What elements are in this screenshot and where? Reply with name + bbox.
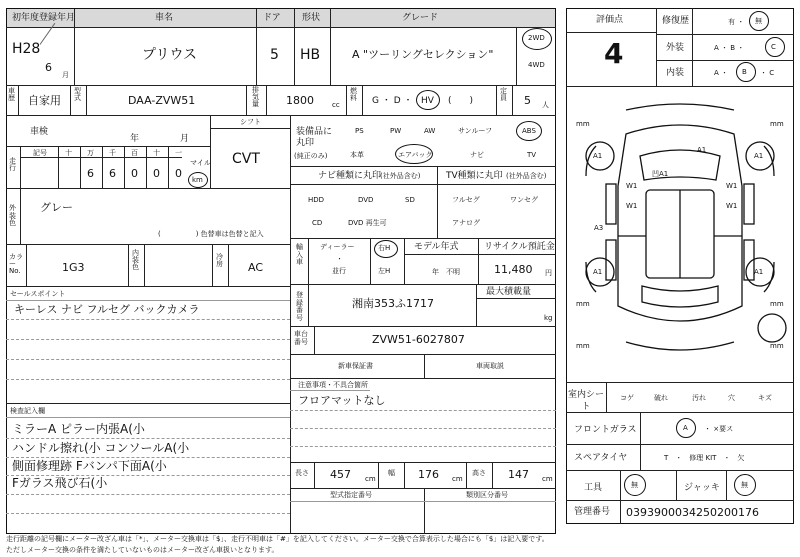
yen-label: 円 bbox=[545, 269, 552, 277]
inspector-line-3: Fガラス飛び石(小 bbox=[12, 476, 108, 490]
usage-value: 自家用 bbox=[28, 94, 61, 107]
interior-color-header: 内装色 bbox=[132, 249, 139, 271]
score-label: 評価点 bbox=[596, 15, 624, 25]
tools-label: 工具 bbox=[584, 483, 603, 493]
mileage-digit-2: 0 bbox=[131, 167, 138, 180]
mileage-digit-0: 6 bbox=[87, 167, 94, 180]
equip-navi: ナビ bbox=[470, 151, 484, 159]
inspector-line-1: ハンドル擦れ(小 コンソールA(小 bbox=[12, 441, 190, 455]
digit-label-4: 百 bbox=[131, 149, 138, 157]
score-value: 4 bbox=[604, 37, 624, 70]
width-cm: cm bbox=[452, 475, 463, 483]
tv-analog: アナログ bbox=[452, 219, 480, 227]
diag-w1-4: W1 bbox=[726, 202, 738, 210]
inspection-month: 月 bbox=[180, 134, 190, 144]
nav-sub: (社外品含む) bbox=[380, 172, 421, 180]
model-year-value: 年 不明 bbox=[432, 268, 460, 276]
car-diagram bbox=[566, 96, 794, 372]
fuel-paren: ( ) bbox=[448, 96, 474, 106]
km-label-header: マイル bbox=[190, 159, 211, 167]
import-header: 輸入車 bbox=[296, 243, 303, 267]
mileage-header: 走行 bbox=[9, 157, 16, 172]
model-year-header: モデル年式 bbox=[414, 242, 459, 252]
tv-type-header: TV種類に丸印 bbox=[446, 171, 503, 181]
drive-4wd: 4WD bbox=[528, 61, 545, 69]
mgmt-no: 0393900034250200176 bbox=[626, 506, 759, 519]
shape-header: 形状 bbox=[302, 13, 321, 23]
color-no-header: カラーNo. bbox=[9, 253, 23, 275]
dealer-sub: ・ bbox=[336, 255, 343, 263]
capacity-header: 定員 bbox=[500, 87, 507, 102]
inspector-line-2: 側面修理跡 Fバンパ下面A(小 bbox=[12, 459, 167, 473]
inspector-line-0: ミラーA ピラー内張A(小 bbox=[12, 422, 145, 436]
width-value: 176 bbox=[418, 468, 439, 481]
registration-header: 登録番号 bbox=[296, 291, 303, 323]
notes-text: フロアマットなし bbox=[298, 394, 386, 407]
model-value: DAA-ZVW51 bbox=[128, 94, 196, 107]
interior-selected: B bbox=[742, 68, 747, 76]
windshield-tail: ・ ×要ス bbox=[704, 425, 734, 433]
parallel-label: 並行 bbox=[332, 267, 346, 275]
mm-label-6: mm bbox=[770, 342, 784, 350]
type-designation-header: 型式指定番号 bbox=[330, 491, 372, 499]
jack-selected: 無 bbox=[741, 481, 748, 489]
mileage-digit-3: 0 bbox=[153, 167, 160, 180]
nav-sd: SD bbox=[405, 196, 415, 204]
drive-2wd: 2WD bbox=[528, 34, 545, 42]
seat-ana: 穴 bbox=[728, 394, 735, 402]
nav-cd: CD bbox=[312, 219, 323, 227]
shift-value: CVT bbox=[232, 151, 260, 167]
repair-label: 修復歴 bbox=[662, 16, 690, 26]
doors-value: 5 bbox=[270, 47, 279, 63]
first-reg-era: H28 bbox=[12, 41, 41, 57]
mm-label-5: mm bbox=[576, 342, 590, 350]
header-row1 bbox=[7, 9, 555, 27]
nav-type-header: ナビ種類に丸印 bbox=[318, 171, 382, 181]
mgmt-label: 管理番号 bbox=[574, 507, 611, 517]
height-cm: cm bbox=[542, 475, 553, 483]
first-reg-month: 6 bbox=[45, 61, 52, 74]
equip-airbag: エアバック bbox=[398, 151, 433, 159]
exterior-opts: A ・ B ・ bbox=[714, 44, 745, 52]
ac-value: AC bbox=[248, 261, 264, 274]
equip-pw: PW bbox=[390, 127, 402, 135]
exterior-selected: C bbox=[771, 43, 776, 51]
length-value: 457 bbox=[330, 468, 351, 481]
displacement-value: 1800 bbox=[286, 94, 314, 107]
shaken-header: 車歴 bbox=[8, 87, 15, 102]
mileage-digit-1: 6 bbox=[109, 167, 116, 180]
left-form bbox=[6, 8, 556, 534]
repair-opts: 有 ・ bbox=[728, 18, 745, 26]
recycle-header: リサイクル預託金 bbox=[484, 242, 555, 252]
km-value: km bbox=[192, 176, 203, 184]
tv-fullseg: フルセグ bbox=[452, 196, 480, 204]
diag-w1-3: W1 bbox=[626, 202, 638, 210]
height-value: 147 bbox=[508, 468, 529, 481]
month-label: 月 bbox=[62, 71, 69, 79]
grade-header: グレード bbox=[402, 13, 439, 23]
windshield-selected: A bbox=[683, 424, 688, 432]
inspection-year: 年 bbox=[130, 134, 140, 144]
shift-header: シフト bbox=[240, 118, 261, 126]
shape-value: HB bbox=[300, 47, 321, 63]
cc-label: cc bbox=[332, 101, 340, 109]
mm-label-1: mm bbox=[576, 120, 590, 128]
diag-a1-rl: A1 bbox=[593, 268, 603, 276]
recycle-value: 11,480 bbox=[494, 263, 533, 276]
digit-label-1: 十 bbox=[65, 149, 72, 157]
displacement-header: 排気量 bbox=[252, 86, 259, 108]
nav-dvd: DVD bbox=[358, 196, 374, 204]
chassis-no: ZVW51-6027807 bbox=[372, 333, 465, 346]
jack-label: ジャッキ bbox=[684, 483, 720, 493]
tv-sub: (社外品含む) bbox=[506, 172, 547, 180]
registration-no: 湘南353ふ1717 bbox=[352, 297, 434, 310]
interior-label: 内装 bbox=[666, 68, 685, 78]
digit-label-2: 万 bbox=[87, 149, 94, 157]
fuel-header: 燃料 bbox=[350, 87, 357, 102]
diag-w1-2: W1 bbox=[726, 182, 738, 190]
capacity-value: 5 bbox=[524, 94, 531, 107]
color-value: グレー bbox=[40, 201, 73, 214]
mm-label-4: mm bbox=[770, 300, 784, 308]
grade-value: A "ツーリングセレクション" bbox=[352, 48, 494, 61]
left-hand: 左H bbox=[378, 267, 391, 275]
max-load-header: 最大積載量 bbox=[486, 287, 532, 297]
fuel-options: G ・ D ・ bbox=[372, 96, 413, 106]
seat-label: 室内シート bbox=[568, 390, 605, 412]
nav-dvd-play: DVD 再生可 bbox=[348, 219, 387, 227]
notes-header: 注意事項・不具合箇所 bbox=[298, 381, 368, 389]
inspection-header: 車検 bbox=[30, 127, 49, 137]
windshield-label: フロントガラス bbox=[574, 425, 637, 435]
dealer-label: ディーラー bbox=[320, 243, 355, 251]
exterior-color-header: 外装色 bbox=[9, 204, 16, 228]
equipment-sub: (純正のみ) bbox=[294, 152, 328, 160]
width-header: 幅 bbox=[388, 469, 395, 477]
diag-a1-bonnet: A1 bbox=[697, 146, 707, 154]
inspector-header: 検査記入欄 bbox=[10, 407, 45, 415]
chassis-header: 車台番号 bbox=[294, 330, 308, 347]
sales-text: キーレス ナビ フルセグ バックカメラ bbox=[14, 303, 200, 316]
footer-line-2: ただしメーター交換の条件を満たしていないものはメーター改ざん車扱いとなります。 bbox=[6, 546, 279, 554]
digit-label-3: 千 bbox=[109, 149, 116, 157]
equip-abs: ABS bbox=[522, 127, 536, 135]
model-header: 型式 bbox=[74, 87, 81, 102]
length-header: 長さ bbox=[295, 469, 309, 477]
car-name-header: 車名 bbox=[155, 13, 174, 23]
spare-label: スペアタイヤ bbox=[574, 453, 628, 463]
mileage-digit-4: 0 bbox=[175, 167, 182, 180]
person-label: 人 bbox=[542, 101, 549, 109]
mm-label-3: mm bbox=[576, 300, 590, 308]
seat-kizu: キズ bbox=[758, 394, 772, 402]
length-cm: cm bbox=[365, 475, 376, 483]
tools-selected: 無 bbox=[631, 481, 638, 489]
diag-a3: A3 bbox=[594, 224, 604, 232]
fuel-selected: HV bbox=[421, 96, 434, 106]
seat-koge: コゲ bbox=[620, 394, 634, 402]
diag-a1-fl: A1 bbox=[593, 152, 603, 160]
equip-sunroof: サンルーフ bbox=[458, 127, 493, 135]
car-name-value: プリウス bbox=[142, 47, 198, 63]
digit-label-5: 十 bbox=[153, 149, 160, 157]
diag-w1-1: W1 bbox=[626, 182, 638, 190]
sales-points-header: セールスポイント bbox=[10, 290, 66, 298]
equip-aw: AW bbox=[424, 127, 436, 135]
seat-yabure: 破れ bbox=[654, 394, 668, 402]
kg-label: kg bbox=[544, 314, 553, 322]
nav-hdd: HDD bbox=[308, 196, 325, 204]
diag-a1-rr: A1 bbox=[754, 268, 764, 276]
exterior-label: 外装 bbox=[666, 43, 685, 53]
diag-a1-dent: 凹A1 bbox=[652, 170, 669, 178]
interior-tail: ・ C bbox=[760, 69, 775, 77]
color-change-note: ( ) 色替車は色替と記入 bbox=[158, 230, 264, 238]
digit-label-6: 一 bbox=[175, 149, 182, 157]
manual-header: 車両取説 bbox=[476, 362, 504, 370]
seat-yogore: 汚れ bbox=[692, 394, 706, 402]
mm-label-2: mm bbox=[770, 120, 784, 128]
category-header: 類別区分番号 bbox=[466, 491, 508, 499]
doors-header: ドア bbox=[263, 13, 281, 23]
height-header: 高さ bbox=[472, 469, 486, 477]
equipment-header: 装備品に丸印 bbox=[296, 127, 333, 148]
footer-line-1: 走行距離の記号欄にメーター改ざん車は「*」、メーター交換車は「$」、走行不明車は「#」を記入してください。メーター交換で合算表示した場合にも「$」は記入要です。 bbox=[6, 535, 549, 543]
color-no-value: 1G3 bbox=[62, 261, 85, 274]
new-warranty-header: 新車保証書 bbox=[338, 362, 373, 370]
equip-ps: PS bbox=[355, 127, 364, 135]
equip-leather: 本革 bbox=[350, 151, 364, 159]
diag-a1-fr: A1 bbox=[754, 152, 764, 160]
right-hand: 右H bbox=[378, 244, 391, 252]
spare-opts: T ・ 修理 KIT ・ 欠 bbox=[664, 454, 745, 462]
first-reg-header: 初年度登録年月 bbox=[12, 13, 76, 23]
equip-tv: TV bbox=[527, 151, 537, 159]
interior-opts: A ・ bbox=[714, 69, 729, 77]
ac-header: 冷房 bbox=[216, 253, 223, 268]
digit-label-0: 記号 bbox=[33, 149, 47, 157]
tv-oneseg: ワンセグ bbox=[510, 196, 538, 204]
repair-selected: 無 bbox=[755, 17, 762, 25]
